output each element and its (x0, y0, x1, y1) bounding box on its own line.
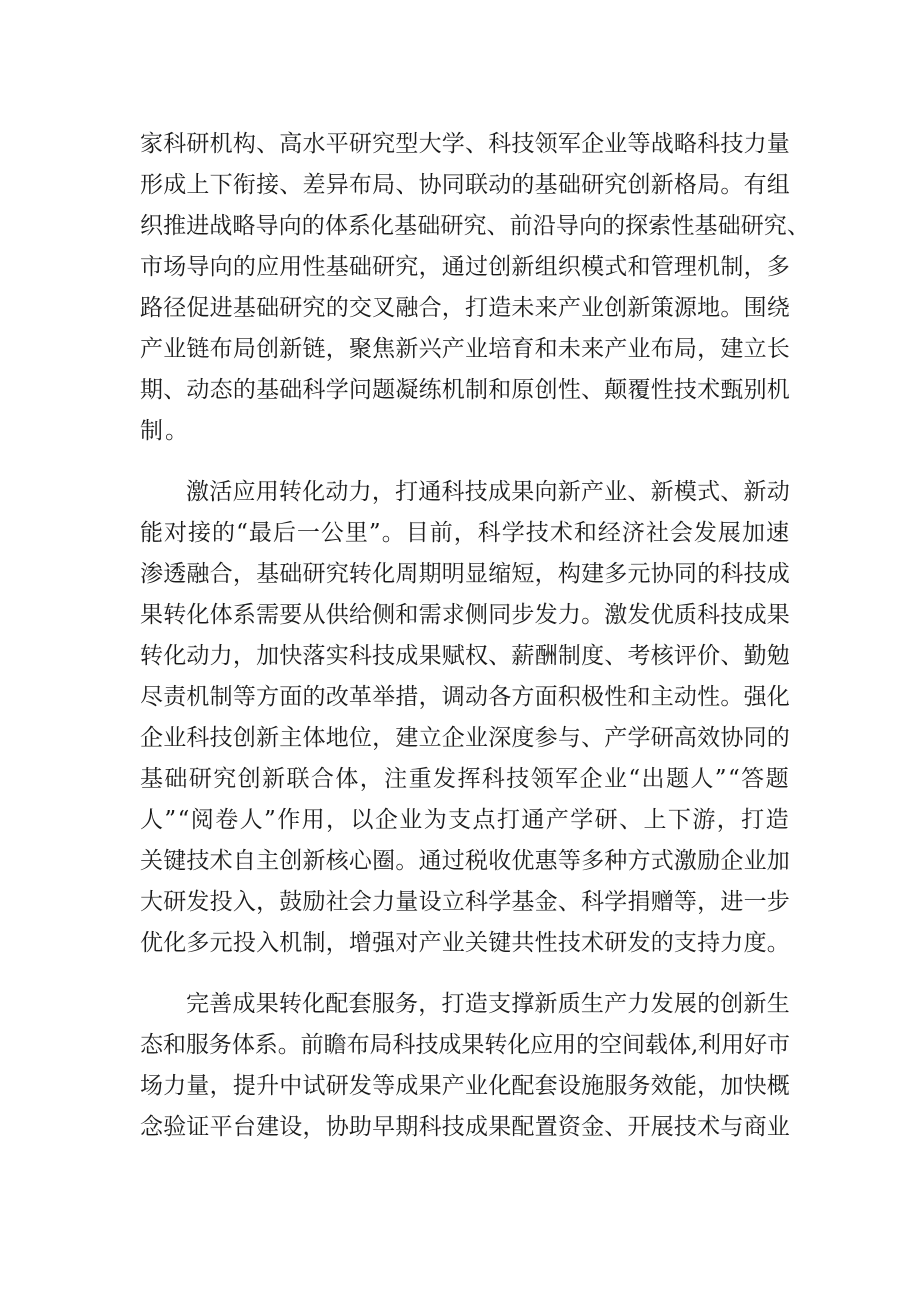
text-line: 家科研机构、高水平研究型大学、科技领军企业等战略科技力量 (140, 131, 790, 157)
text-line: 念验证平台建设，协助早期科技成果配置资金、开展技术与商业 (140, 1114, 790, 1140)
text-line: 态和服务体系。前瞻布局科技成果转化应用的空间载体,利用好市 (140, 1032, 790, 1058)
text-line: 企业科技创新主体地位，建立企业深度参与、产学研高效协同的 (140, 725, 790, 751)
text-line: 转化动力，加快落实科技成果赋权、薪酬制度、考核评价、勤勉 (140, 643, 790, 669)
text-line: 激活应用转化动力，打通科技成果向新产业、新模式、新动 (186, 479, 790, 505)
text-line: 优化多元投入机制，增强对产业关键共性技术研发的支持力度。 (140, 930, 790, 956)
text-line: 路径促进基础研究的交叉融合，打造未来产业创新策源地。围绕 (140, 295, 790, 321)
text-line: 关键技术自主创新核心圈。通过税收优惠等多种方式激励企业加 (140, 848, 790, 874)
text-line: 织推进战略导向的体系化基础研究、前沿导向的探索性基础研究、 (140, 213, 810, 239)
text-line: 产业链布局创新链，聚焦新兴产业培育和未来产业布局，建立长 (140, 336, 790, 362)
text-line: 渗透融合，基础研究转化周期明显缩短，构建多元协同的科技成 (140, 561, 790, 587)
text-line: 市场导向的应用性基础研究，通过创新组织模式和管理机制，多 (140, 254, 790, 280)
text-line: 制。 (140, 418, 190, 444)
text-line: 能对接的“最后一公里”。目前，科学技术和经济社会发展加速 (140, 520, 790, 546)
text-line: 果转化体系需要从供给侧和需求侧同步发力。激发优质科技成果 (140, 602, 790, 628)
text-line: 尽责机制等方面的改革举措，调动各方面积极性和主动性。强化 (140, 684, 790, 710)
text-line: 形成上下衔接、差异布局、协同联动的基础研究创新格局。有组 (140, 172, 790, 198)
text-line: 基础研究创新联合体，注重发挥科技领军企业“出题人”“答题 (140, 766, 790, 792)
text-line: 人”“阅卷人”作用，以企业为支点打通产学研、上下游，打造 (140, 807, 790, 833)
text-line: 完善成果转化配套服务，打造支撑新质生产力发展的创新生 (186, 991, 790, 1017)
text-line: 期、动态的基础科学问题凝练机制和原创性、颠覆性技术甄别机 (140, 377, 790, 403)
text-line: 大研发投入，鼓励社会力量设立科学基金、科学捐赠等，进一步 (140, 889, 790, 915)
text-line: 场力量，提升中试研发等成果产业化配套设施服务效能，加快概 (140, 1073, 790, 1099)
